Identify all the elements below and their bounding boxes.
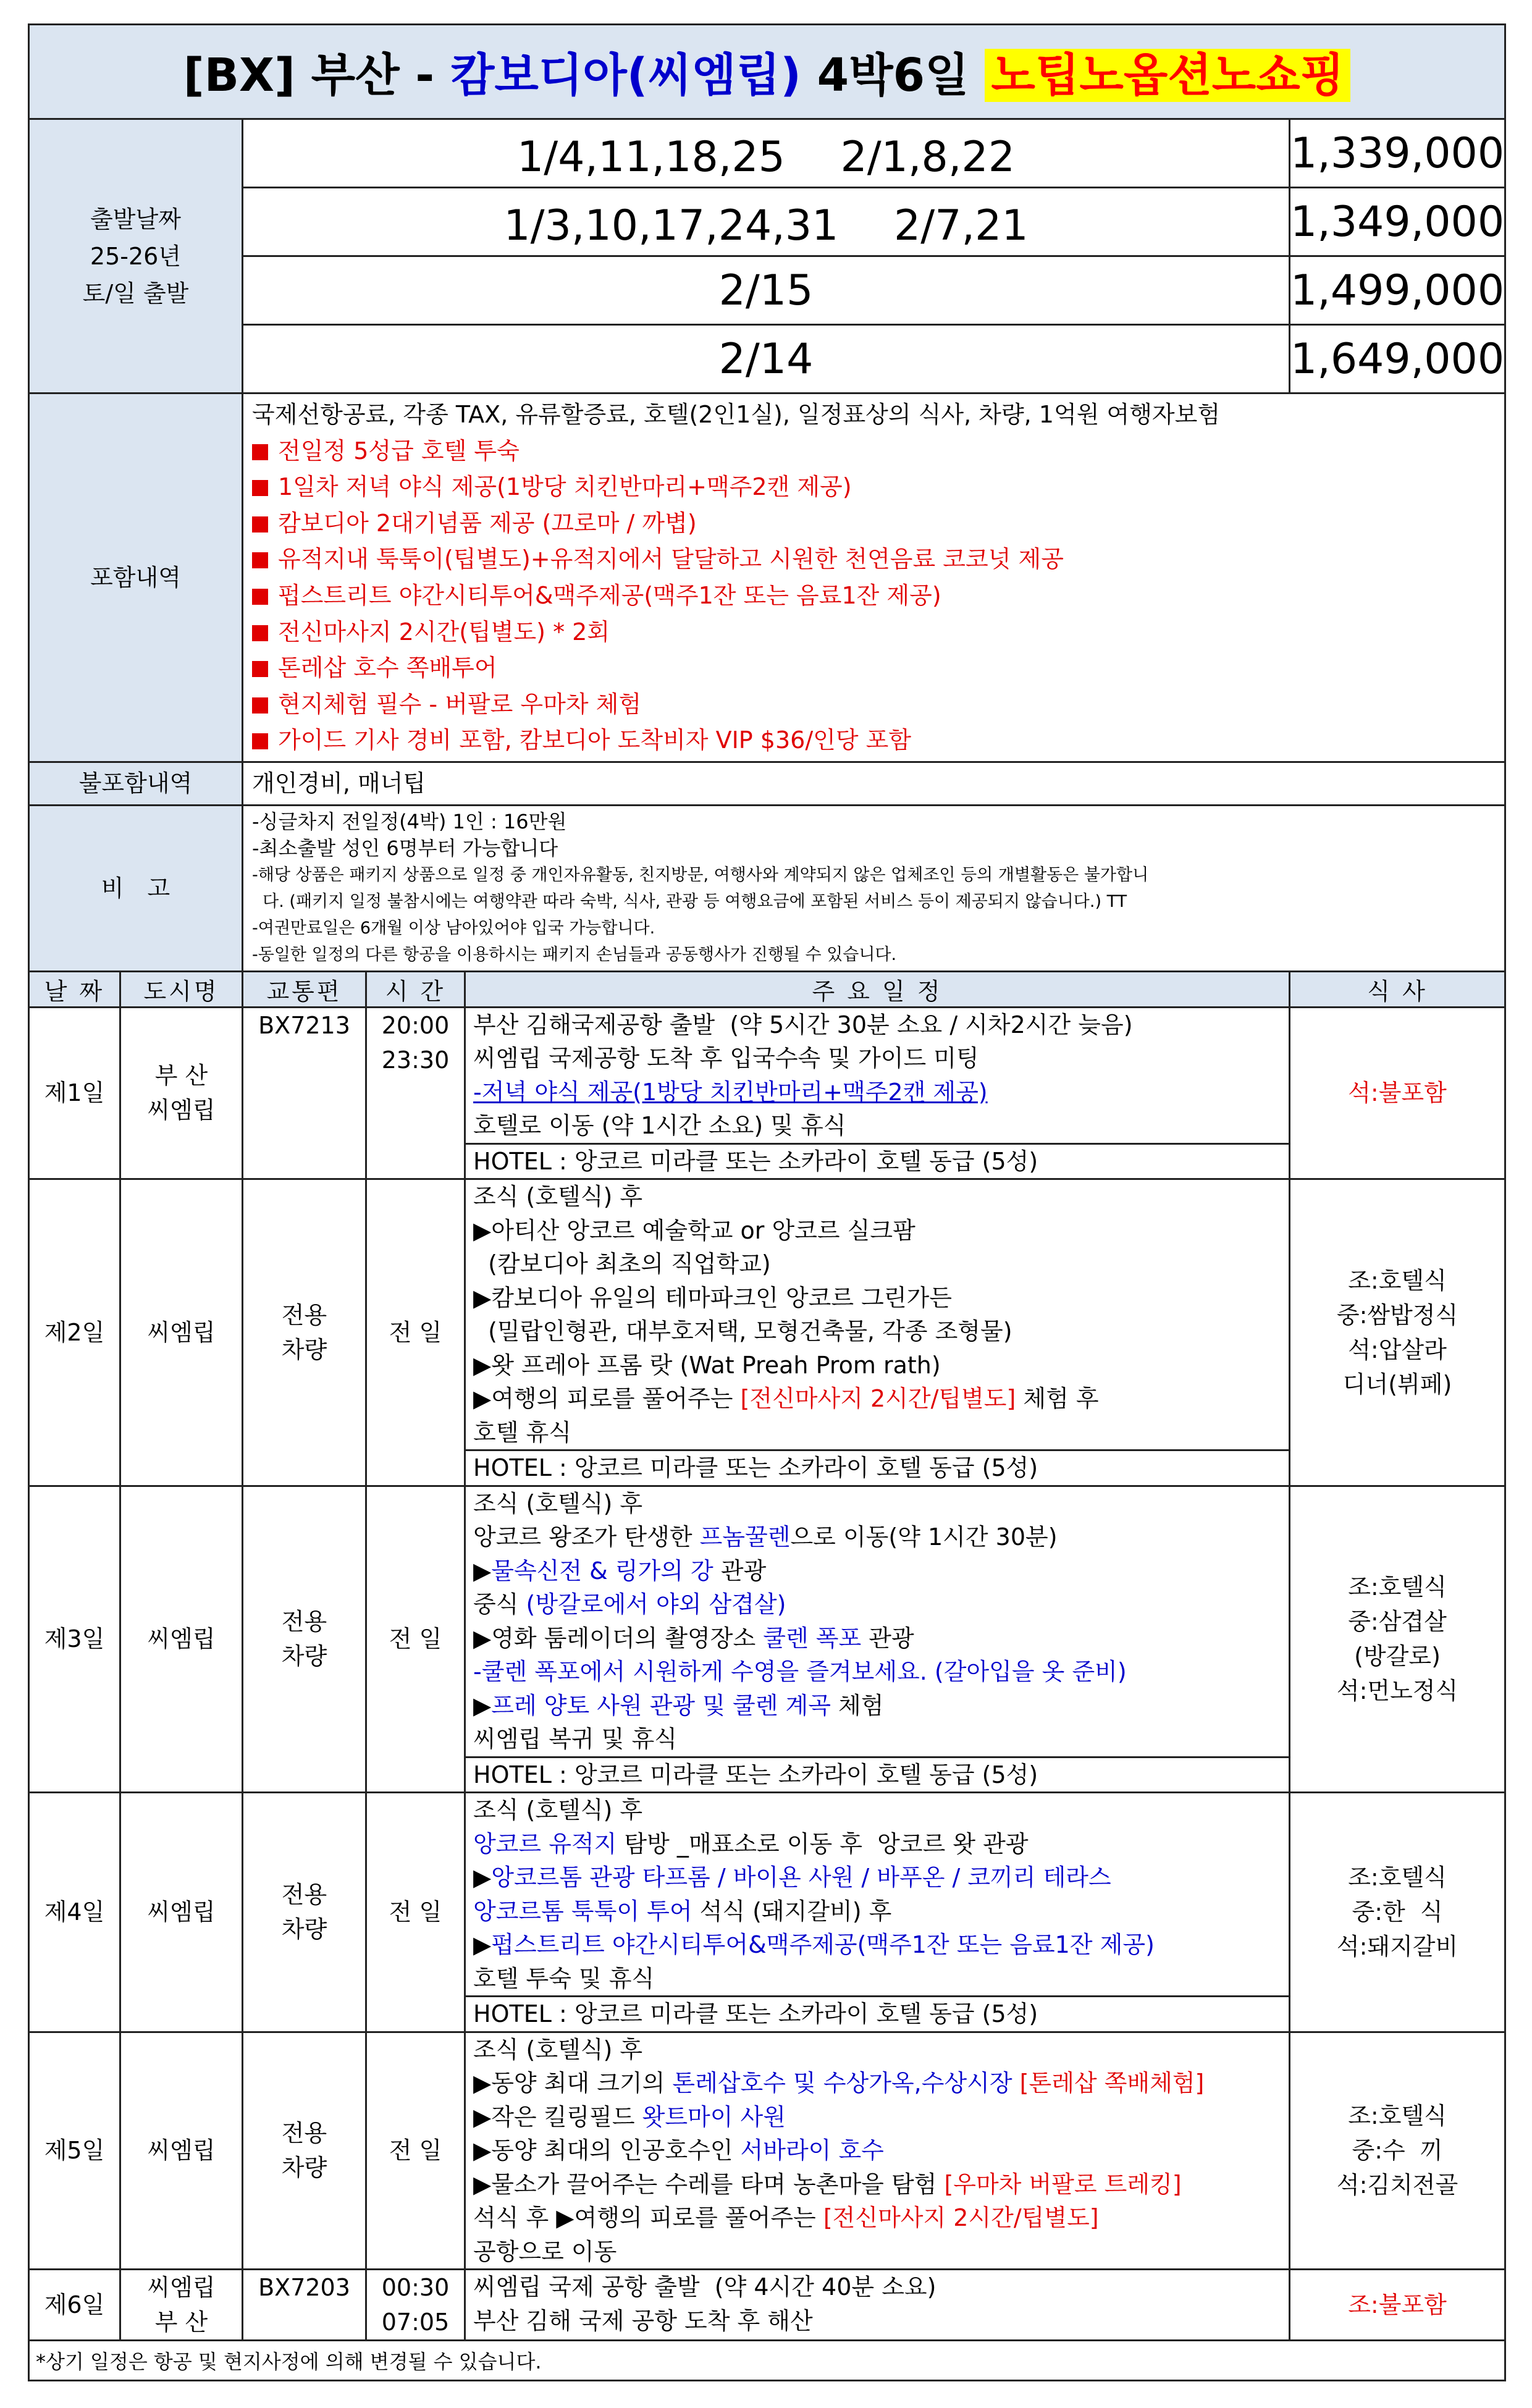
schedule-text: 탐방 _매표소로 이동 후 앙코르 왓 관광 xyxy=(617,1830,1029,1858)
schedule-text: (방갈로에서 야외 삼겹살) xyxy=(526,1591,786,1619)
departure-label-line: 토/일 출발 xyxy=(82,279,189,307)
includes-item xyxy=(252,541,1496,578)
day-row xyxy=(29,1007,1505,1179)
schedule-line xyxy=(466,1827,1289,1861)
day-schedule xyxy=(465,1793,1290,2032)
day-transport-line: 전용 xyxy=(281,1881,327,1909)
day-transport-line: 전용 xyxy=(281,2120,327,2147)
page-title xyxy=(29,25,1505,119)
day-transport xyxy=(243,1486,366,1793)
schedule-line xyxy=(466,1109,1289,1143)
schedule-text: 왓트마이 사원 xyxy=(642,2103,786,2131)
meal-line: 조:호텔식 xyxy=(1348,1266,1447,1294)
schedule-text: 씨엠립 국제공항 도착 후 입국수속 및 가이드 미팅 xyxy=(473,1045,979,1072)
col-header-schedule: 주 요 일 정 xyxy=(465,971,1290,1007)
itinerary-document xyxy=(28,23,1504,2381)
remarks-line: -싱글차지 전일정(4박) 1인 : 16만원 xyxy=(252,809,567,833)
departure-label-line: 25-26년 xyxy=(90,242,182,270)
day-city-line: 씨엠립 xyxy=(147,1898,216,1926)
day-row xyxy=(29,2032,1505,2270)
red-square-bullet-icon xyxy=(252,480,268,496)
includes-item xyxy=(252,505,1496,542)
meal-line: 중:삼겹살 xyxy=(1348,1608,1447,1636)
meal-line: 조:호텔식 xyxy=(1348,1573,1447,1601)
schedule-line xyxy=(466,1247,1289,1281)
col-header-city: 도시명 xyxy=(120,971,243,1007)
day-schedule xyxy=(465,2032,1290,2270)
schedule-text: 씨엠립 국제 공항 출발 (약 4시간 40분 소요) xyxy=(473,2273,936,2301)
schedule-text: ▶ xyxy=(473,1931,492,1959)
title-prefix: [BX] 부산 - xyxy=(183,49,450,102)
day-time xyxy=(366,1007,465,1179)
day-label: 제5일 xyxy=(29,2032,120,2270)
schedule-text: 호텔 휴식 xyxy=(473,1418,571,1446)
schedule-text: [톤레삽 쪽배체험] xyxy=(1019,2069,1205,2097)
schedule-text: ▶아티산 앙코르 예술학교 or 앙코르 실크팜 xyxy=(473,1216,915,1244)
meal-line: 조:불포함 xyxy=(1348,2291,1447,2319)
departure-label xyxy=(29,119,243,394)
departure-dates: 2/14 xyxy=(243,325,1290,394)
schedule-line xyxy=(466,1895,1289,1929)
schedule-text: 조식 (호텔식) 후 xyxy=(473,2035,643,2063)
departure-row xyxy=(29,325,1505,394)
includes-item xyxy=(252,578,1496,614)
schedule-text: 석식 (돼지갈비) 후 xyxy=(692,1897,892,1925)
schedule-text xyxy=(1012,2069,1020,2097)
red-square-bullet-icon xyxy=(252,552,268,568)
day-transport-line: 차량 xyxy=(281,1643,327,1670)
schedule-text: 조식 (호텔식) 후 xyxy=(473,1796,643,1824)
departure-label-line: 출발날짜 xyxy=(90,205,181,233)
day-schedule xyxy=(465,2270,1290,2341)
hotel-line: HOTEL : 앙코르 미라클 또는 소카라이 호텔 동급 (5성) xyxy=(466,1143,1289,1179)
includes-item xyxy=(252,722,1496,759)
excludes-text: 개인경비, 매너팁 xyxy=(243,762,1505,805)
includes-item xyxy=(252,686,1496,723)
schedule-text: ▶ xyxy=(473,1691,492,1719)
meal-line: 조:호텔식 xyxy=(1348,1864,1447,1892)
schedule-line xyxy=(466,1281,1289,1315)
schedule-line xyxy=(466,1416,1289,1450)
remarks-content xyxy=(243,805,1505,971)
schedule-line xyxy=(466,2168,1289,2202)
remarks-line: 다. (패키지 일정 불참시에는 여행약관 따라 숙박, 식사, 관광 등 여행요금에 포함된 서비스 등이 제공되지 않습니다.) TT xyxy=(252,891,1127,911)
departure-price: 1,349,000 xyxy=(1290,188,1505,256)
schedule-text: 프레 양토 사원 관광 및 쿨렌 계곡 xyxy=(491,1691,831,1719)
schedule-text: 프놈꿀렌 xyxy=(699,1523,791,1551)
remarks-line: -여권만료일은 6개월 이상 남아있어야 입국 가능합니다. xyxy=(252,918,655,938)
schedule-text: 호텔 투숙 및 휴식 xyxy=(473,1964,655,1992)
schedule-text: [전신마사지 2시간/팁별도] xyxy=(740,1385,1016,1413)
schedule-line xyxy=(466,1722,1289,1756)
schedule-line xyxy=(466,1655,1289,1689)
day-time-line: 전 일 xyxy=(389,2137,442,2165)
includes-item-text: 톤레삽 호수 쪽배투어 xyxy=(278,654,497,682)
red-square-bullet-icon xyxy=(252,516,268,533)
day-label: 제6일 xyxy=(29,2270,120,2341)
day-city xyxy=(120,2270,243,2341)
schedule-text: 물속신전 & 링가의 강 xyxy=(491,1557,713,1585)
schedule-text: ▶영화 툼레이더의 촬영장소 xyxy=(473,1624,764,1652)
schedule-text: 호텔로 이동 (약 1시간 소요) 및 휴식 xyxy=(473,1112,846,1140)
day-time xyxy=(366,1793,465,2032)
departure-row xyxy=(29,188,1505,256)
title-nights: 4박6일 xyxy=(801,49,985,102)
includes-item xyxy=(252,469,1496,505)
col-header-meal: 식 사 xyxy=(1290,971,1505,1007)
schedule-text: ▶왓 프레아 프롬 랏 (Wat Preah Prom rath) xyxy=(473,1351,941,1379)
includes-base: 국제선항공료, 각종 TAX, 유류할증료, 호텔(2인1실), 일정표상의 식사, 차량, 1억원 여행자보험 xyxy=(252,401,1221,428)
schedule-text: ▶작은 킬링필드 xyxy=(473,2103,642,2131)
departure-price: 1,499,000 xyxy=(1290,256,1505,325)
schedule-text: ▶ xyxy=(473,1864,492,1892)
schedule-text: 부산 김해국제공항 출발 (약 5시간 30분 소요 / 시차2시간 늦음) xyxy=(473,1011,1133,1038)
day-transport xyxy=(243,1793,366,2032)
schedule-text: [우마차 버팔로 트레킹] xyxy=(944,2170,1182,2198)
departure-dates: 1/4,11,18,25 2/1,8,22 xyxy=(243,119,1290,188)
day-transport xyxy=(243,1179,366,1486)
departure-dates: 1/3,10,17,24,31 2/7,21 xyxy=(243,188,1290,256)
day-city xyxy=(120,1007,243,1179)
includes-item-text: 캄보디아 2대기념품 제공 (끄로마 / 까볍) xyxy=(278,509,697,537)
includes-row xyxy=(29,394,1505,762)
schedule-text: [전신마사지 2시간/팁별도] xyxy=(823,2204,1099,2232)
schedule-text: 톤레삽호수 및 수상가옥,수상시장 xyxy=(672,2069,1012,2097)
day-transport xyxy=(243,2032,366,2270)
departure-price: 1,649,000 xyxy=(1290,325,1505,394)
remarks-line: -해당 상품은 패키지 상품으로 일정 중 개인자유활동, 친지방문, 여행사와 계약되지 않은 업체조인 등의 개별활동은 불가합니 xyxy=(252,865,1149,885)
day-transport-line: BX7203 xyxy=(258,2274,350,2302)
schedule-text: -쿨렌 폭포에서 시원하게 수영을 즐겨보세요. (갈아입을 옷 준비) xyxy=(473,1658,1127,1686)
includes-item xyxy=(252,433,1496,469)
day-transport xyxy=(243,2270,366,2341)
schedule-text: ▶동양 최대 크기의 xyxy=(473,2069,673,2097)
remarks-label: 비 고 xyxy=(29,805,243,971)
day-time-line: 00:30 xyxy=(381,2274,450,2302)
day-time-line: 전 일 xyxy=(389,1625,442,1653)
schedule-line xyxy=(466,2100,1289,2134)
schedule-text: ▶물소가 끌어주는 수레를 타며 농촌마을 탐험 xyxy=(473,2170,945,2198)
day-time-line: 20:00 xyxy=(381,1011,450,1039)
title-destination: 캄보디아(씨엠립) xyxy=(450,49,801,102)
day-city xyxy=(120,1179,243,1486)
excludes-row xyxy=(29,762,1505,805)
schedule-line xyxy=(466,2304,1289,2338)
includes-item-text: 전신마사지 2시간(팁별도) * 2회 xyxy=(278,618,610,646)
schedule-text: 앙코르톰 툭툭이 투어 xyxy=(473,1897,692,1925)
day-meals xyxy=(1290,1793,1505,2032)
schedule-text: 체험 후 xyxy=(1016,1385,1099,1413)
day-city xyxy=(120,2032,243,2270)
schedule-text: 앙코르톰 관광 타프롬 / 바이욘 사원 / 바푸온 / 코끼리 테라스 xyxy=(491,1864,1111,1892)
schedule-text: 중식 xyxy=(473,1591,526,1619)
title-highlight: 노팁노옵션노쇼핑 xyxy=(985,49,1350,102)
schedule-line xyxy=(466,1689,1289,1723)
day-time xyxy=(366,2032,465,2270)
day-meals xyxy=(1290,2270,1505,2341)
schedule-line xyxy=(466,1861,1289,1895)
schedule-text: 서바라이 호수 xyxy=(740,2137,884,2165)
schedule-text: ▶동양 최대의 인공호수인 xyxy=(473,2137,741,2165)
schedule-text: 조식 (호텔식) 후 xyxy=(473,1489,643,1517)
day-transport-line: 전용 xyxy=(281,1608,327,1636)
day-label: 제2일 xyxy=(29,1179,120,1486)
schedule-text: 체험 xyxy=(830,1691,884,1719)
itinerary-table xyxy=(28,23,1506,2381)
col-header-time: 시 간 xyxy=(366,971,465,1007)
day-meals xyxy=(1290,1486,1505,1793)
day-city-line: 씨엠립 xyxy=(147,1097,216,1124)
schedule-line xyxy=(466,1042,1289,1076)
day-time-line: 07:05 xyxy=(381,2309,450,2336)
schedule-line xyxy=(466,2235,1289,2269)
schedule-line xyxy=(466,1520,1289,1554)
schedule-line xyxy=(466,1382,1289,1416)
schedule-text: ▶캄보디아 유일의 테마파크인 앙코르 그린가든 xyxy=(473,1284,952,1311)
day-row xyxy=(29,1793,1505,2032)
schedule-line xyxy=(466,1076,1289,1109)
schedule-text: 으로 이동(약 1시간 30분) xyxy=(790,1523,1058,1551)
includes-item xyxy=(252,614,1496,650)
schedule-line xyxy=(466,2066,1289,2100)
day-transport-line: 전용 xyxy=(281,1301,327,1329)
red-square-bullet-icon xyxy=(252,444,268,460)
schedule-text: 조식 (호텔식) 후 xyxy=(473,1183,643,1211)
schedule-text: 부산 김해 국제 공항 도착 후 해산 xyxy=(473,2307,813,2334)
excludes-label: 불포함내역 xyxy=(29,762,243,805)
day-label: 제3일 xyxy=(29,1486,120,1793)
red-square-bullet-icon xyxy=(252,589,268,605)
includes-item-text: 가이드 기사 경비 포함, 캄보디아 도착비자 VIP $36/인당 포함 xyxy=(278,726,912,754)
day-transport-line: 차량 xyxy=(281,1336,327,1363)
schedule-text: (캄보디아 최초의 직업학교) xyxy=(473,1250,771,1278)
meal-line: (방갈로) xyxy=(1354,1643,1441,1670)
day-city-line: 부 산 xyxy=(154,2309,208,2336)
remarks-row xyxy=(29,805,1505,971)
day-label: 제4일 xyxy=(29,1793,120,2032)
day-schedule xyxy=(465,1179,1290,1486)
schedule-line xyxy=(466,1008,1289,1042)
includes-content xyxy=(243,394,1505,762)
schedule-line xyxy=(466,1554,1289,1588)
day-transport-line: BX7213 xyxy=(258,1011,350,1039)
day-city-line: 부 산 xyxy=(154,1062,208,1090)
schedule-text: 쿨렌 폭포 xyxy=(763,1624,862,1652)
schedule-text: 관광 xyxy=(861,1624,914,1652)
day-city-line: 씨엠립 xyxy=(147,1318,216,1346)
schedule-text: 석식 후 ▶여행의 피로를 풀어주는 xyxy=(473,2204,823,2232)
meal-line: 석:압살라 xyxy=(1348,1336,1447,1363)
includes-label: 포함내역 xyxy=(29,394,243,762)
day-transport-line: 차량 xyxy=(281,2154,327,2182)
day-city xyxy=(120,1486,243,1793)
schedule-text: ▶ xyxy=(473,1557,492,1585)
schedule-line xyxy=(466,1349,1289,1383)
remarks-line: -동일한 일정의 다른 항공을 이용하시는 패키지 손님들과 공동행사가 진행될 수 있습니다. xyxy=(252,945,897,964)
hotel-line: HOTEL : 앙코르 미라클 또는 소카라이 호텔 동급 (5성) xyxy=(466,1449,1289,1485)
meal-line: 조:호텔식 xyxy=(1348,2102,1447,2130)
meal-line: 중:한 식 xyxy=(1352,1898,1443,1926)
schedule-line xyxy=(466,1622,1289,1656)
red-square-bullet-icon xyxy=(252,697,268,714)
schedule-line xyxy=(466,1315,1289,1349)
schedule-line xyxy=(466,1588,1289,1622)
includes-item xyxy=(252,650,1496,686)
schedule-line xyxy=(466,1487,1289,1521)
hotel-line: HOTEL : 앙코르 미라클 또는 소카라이 호텔 동급 (5성) xyxy=(466,1995,1289,2031)
schedule-line xyxy=(466,2134,1289,2168)
includes-item-text: 현지체험 필수 - 버팔로 우마차 체험 xyxy=(278,690,642,718)
day-row xyxy=(29,2270,1505,2341)
schedule-text: 씨엠립 복귀 및 휴식 xyxy=(473,1725,677,1753)
schedule-line xyxy=(466,1214,1289,1248)
red-square-bullet-icon xyxy=(252,625,268,641)
includes-item-text: 1일차 저녁 야식 제공(1방당 치킨반마리+맥주2캔 제공) xyxy=(278,473,852,501)
schedule-text: 관광 xyxy=(713,1557,767,1585)
meal-line: 중:쌈밥정식 xyxy=(1336,1301,1458,1329)
schedule-line xyxy=(466,1928,1289,1962)
schedule-text: 앙코르 유적지 xyxy=(473,1830,617,1858)
includes-item-text: 전일정 5성급 호텔 투숙 xyxy=(278,437,520,465)
day-schedule xyxy=(465,1007,1290,1179)
schedule-header-row xyxy=(29,971,1505,1007)
day-time xyxy=(366,1179,465,1486)
departure-dates: 2/15 xyxy=(243,256,1290,325)
day-time xyxy=(366,1486,465,1793)
day-city-line: 씨엠립 xyxy=(147,2137,216,2165)
schedule-line xyxy=(466,1180,1289,1214)
red-square-bullet-icon xyxy=(252,661,268,677)
day-transport xyxy=(243,1007,366,1179)
day-time-line: 23:30 xyxy=(381,1046,450,1074)
schedule-line xyxy=(466,2270,1289,2304)
remarks-line: -최소출발 성인 6명부터 가능합니다 xyxy=(252,836,558,860)
schedule-text: 공항으로 이동 xyxy=(473,2238,617,2265)
day-transport-line: 차량 xyxy=(281,1916,327,1943)
schedule-text: -저녁 야식 제공(1방당 치킨반마리+맥주2캔 제공) xyxy=(473,1078,988,1106)
footer-note: *상기 일정은 항공 및 현지사정에 의해 변경될 수 있습니다. xyxy=(29,2341,1505,2381)
day-time-line: 전 일 xyxy=(389,1318,442,1346)
day-row xyxy=(29,1179,1505,1486)
day-city-line: 씨엠립 xyxy=(147,2274,216,2302)
day-schedule xyxy=(465,1486,1290,1793)
schedule-line xyxy=(466,2033,1289,2067)
day-meals xyxy=(1290,2032,1505,2270)
meal-line: 석:돼지갈비 xyxy=(1336,1933,1458,1961)
hotel-line: HOTEL : 앙코르 미라클 또는 소카라이 호텔 동급 (5성) xyxy=(466,1756,1289,1792)
day-time-line: 전 일 xyxy=(389,1898,442,1926)
schedule-text: 펍스트리트 야간시티투어&맥주제공(맥주1잔 또는 음료1잔 제공) xyxy=(491,1931,1155,1959)
schedule-line xyxy=(466,1962,1289,1996)
schedule-line xyxy=(466,2201,1289,2235)
schedule-line xyxy=(466,1793,1289,1827)
meal-line: 중:수 끼 xyxy=(1352,2137,1443,2165)
includes-item-text: 펍스트리트 야간시티투어&맥주제공(맥주1잔 또는 음료1잔 제공) xyxy=(278,581,941,609)
col-header-transport: 교통편 xyxy=(243,971,366,1007)
meal-line: 디너(뷔페) xyxy=(1342,1370,1452,1398)
departure-row xyxy=(29,119,1505,188)
day-city xyxy=(120,1793,243,2032)
meal-line: 석:먼노정식 xyxy=(1336,1677,1458,1705)
day-city-line: 씨엠립 xyxy=(147,1625,216,1653)
schedule-text: 앙코르 왕조가 탄생한 xyxy=(473,1523,700,1551)
day-meals xyxy=(1290,1007,1505,1179)
schedule-text: (밀랍인형관, 대부호저택, 모형건축물, 각종 조형물) xyxy=(473,1318,1012,1345)
day-label: 제1일 xyxy=(29,1007,120,1179)
footer-row xyxy=(29,2341,1505,2381)
meal-line: 석:김치전골 xyxy=(1336,2171,1458,2199)
schedule-text: ▶여행의 피로를 풀어주는 xyxy=(473,1385,741,1413)
departure-row xyxy=(29,256,1505,325)
red-square-bullet-icon xyxy=(252,733,268,749)
day-row xyxy=(29,1486,1505,1793)
departure-price: 1,339,000 xyxy=(1290,119,1505,188)
meal-line: 석:불포함 xyxy=(1348,1079,1447,1107)
day-time xyxy=(366,2270,465,2341)
col-header-day: 날 짜 xyxy=(29,971,120,1007)
includes-item-text: 유적지내 툭툭이(팁별도)+유적지에서 달달하고 시원한 천연음료 코코넛 제공 xyxy=(278,545,1064,573)
day-meals xyxy=(1290,1179,1505,1486)
